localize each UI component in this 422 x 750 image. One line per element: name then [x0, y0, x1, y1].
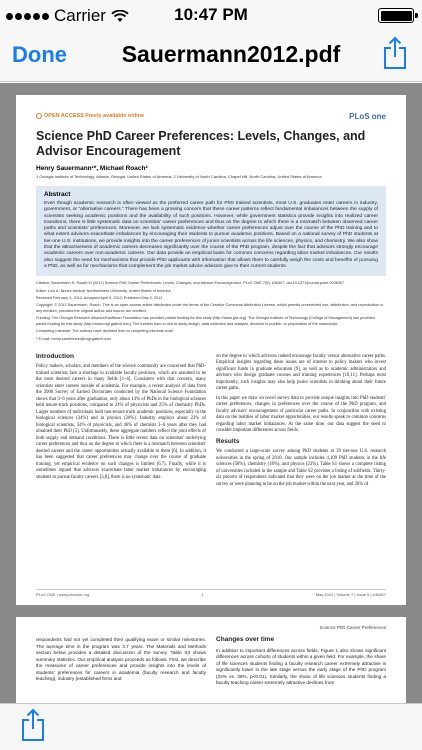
paragraph: on the degree to which advisors indeed encourage faculty versus alternative career paths. Empirical insights regarding these issues are of interest to policy makers who invest significant funds in graduate education [9], as well as to academic administrators and advisors who design graduate courses and training experiences [10,11]. Perhaps most importantly, such insights may also help junior scientists in thinking about their future career paths. — [216, 353, 386, 392]
pdf-page-2 — [16, 617, 406, 703]
citation: Citation: Sauermann H, Roach M (2012) Science PhD Career Preferences: Levels, Changes, and Advisor Encouragement. PLoS ONE 7(5): e36307. doi:10.1371/journal.pone.0036307 — [36, 281, 345, 286]
abstract-box — [36, 186, 386, 276]
open-access-icon — [36, 113, 42, 119]
paper-affiliations: 1 Georgia Institute of Technology, Atlanta, Georgia, United States of America, 2 University of North Carolina, Chapel Hill, North Carolina, United States of America — [36, 174, 322, 179]
email: * E-mail: henry.sauermann@mgt.gatech.edu — [36, 336, 111, 341]
page-footer — [36, 589, 386, 597]
body-columns — [36, 354, 386, 492]
document-title: Sauermann2012.pdf — [121, 41, 341, 67]
results-heading: Results — [216, 437, 240, 445]
paper-authors: Henry Sauermann¹*, Michael Roach² — [36, 165, 148, 172]
paragraph: In this paper we draw on novel survey data to provide unique insights into PhD students' career preferences, changes in preferences over the course of the PhD program, and faculty advisors' encouragement of particular career paths. In conjunction with existing data on the realities of labor market opportunities, our results speak to common concerns regarding labor market imbalances. At the same time, our data suggest the need to consider important differences across fields. — [216, 395, 386, 434]
article-metadata — [36, 281, 386, 342]
copyright: Copyright: © 2012 Sauermann, Roach. This is an open-access article distributed under the terms of the Creative Commons Attribution License, which permits unrestricted use, distribution, and reproduction in any medium, provided the original author and source are credited. — [36, 303, 384, 313]
journal-logo: PLoS one — [349, 111, 386, 121]
changes-heading: Changes over time — [216, 636, 275, 643]
bottom-toolbar — [0, 703, 422, 750]
status-bar — [0, 0, 422, 30]
share-icon[interactable] — [20, 708, 46, 742]
funding: Funding: The Georgia Research Alliance/Kauffman Foundation has provided partial funding for this study (http://www.gra.org). The Georgia Institute of Technology (College of Management) has provided partial funding for this study (http://www.mgt.gatech.edu). The funders had no role in study design, data collection and analysis, decision to publish, or preparation of the manuscript. — [36, 316, 375, 326]
editor: Editor: Luís A. Nunes Amaral, Northwestern University, United States of America — [36, 288, 171, 293]
pdf-page-1 — [16, 95, 406, 605]
paper-title: Science PhD Career Preferences: Levels, Changes, and Advisor Encouragement — [36, 129, 366, 158]
right-column — [216, 354, 386, 492]
battery-fill — [381, 11, 412, 21]
left-column — [36, 637, 206, 690]
paragraph: respondents had not yet completed their qualifying exam or similar milestones. The average time in the program was 3.7 years. The Materials and Methods section below provides a detailed discussion of the survey. Table S3 shows summary statistics. Our empirical analysis proceeds as follows. First, we describe the measures of career preferences and provide insights into the levels of students' preferences for careers in academia (faculty research and faculty teaching), industry (established firms and — [36, 637, 206, 681]
paragraph: We conducted a large-scale survey among PhD students at 39 tier-one U.S. research universities in the spring of 2010. Our sample includes 4,109 PhD students in the life sciences (58%), chemistry (18%), and physics (23%). Table S1 shows a complete listing of universities included in the sample and Table S2 provides a listing of subfields. Thirty-six percent of respondents indicated that they were on the job market at the time of the survey or were planning to be on the job market within the next year, and 26% of — [216, 449, 386, 487]
page-header — [36, 109, 386, 123]
carrier-label: Carrier — [54, 6, 106, 25]
footer-page-number: 1 — [201, 592, 204, 597]
footer-issue: May 2012 | Volume 7 | Issue 5 | e36307 — [315, 592, 386, 597]
footer-journal: PLoS ONE | www.plosone.org — [36, 592, 90, 597]
intro-paragraph: Policy makers, scholars, and members of the science community are concerned that PhD-trained scientists face a shortage in available faculty positions, which are assumed to be the most desired careers in many fields [1–4]. Consistent with that concern, many scientists enter careers outside of academia. For example, a recent analysis of data from the 2006 Survey of Earned Doctorates conducted by the National Science Foundation shows that 3–6 years after graduation, only about 14% of PhDs in the biological sciences held tenure-track positions, compared to 21% of physicists and 25% of chemistry PhDs. Larger numbers of individuals hold non-tenure track academic positions, especially in the biological sciences (34%) and in physics (20%). Industry employs about 23% of biological scientists, 34% of physicists, and 46% of chemists 3–6 years after they had obtained their PhD [5]. Unfortunately, these aggregate numbers reflect the joint effects of both supply and demand conditions. There is little recent data on scientists' underlying career preferences and thus on the degree to which there is a mismatch between scientists' desired careers and the career opportunities actually available to them [6]. In addition, it has been suggested that career preferences may change over the course of graduate training, yet empirical evidence on such changes is limited [6,7]. Finally, while it is sometimes argued that advisors exacerbate labor market imbalances by encouraging students to pursue faculty careers [3,8], there is no systematic data — [36, 364, 206, 480]
introduction-heading: Introduction — [36, 352, 74, 360]
running-head: Science PhD Career Preferences — [319, 625, 386, 630]
paragraph: In addition to important differences across fields, Figure 1 also shows significant differences across cohorts of students within a given field. For example, the share of life sciences students finding a faculty research career extremely attractive is significantly lower in the late stage versus the early stage of the PhD program (33% vs. 39%, p<0.01). Similarly, the share of life sciences students finding a faculty teaching career extremely attractive declines from — [216, 647, 386, 685]
pdf-viewer[interactable] — [0, 83, 422, 703]
done-button[interactable]: Done — [12, 42, 67, 67]
status-time: 10:47 PM — [174, 5, 248, 24]
battery-icon — [378, 8, 414, 23]
abstract-heading: Abstract — [44, 191, 71, 198]
abstract-text: Even though academic research is often viewed as the preferred career path for PhD trained scientists, most U.S. graduates enter careers in industry, government, or “alternative careers.” There has been a growing concern that these career patterns reflect fundamental imbalances between the supply of scientists seeking academic positions and the availability of such positions. However, while government statistics provide insights into realized career transitions, there is little systematic data on scientists' career preferences and thus on the degree to which there is a mismatch between observed career paths and scientists' preferences. Moreover, we lack systematic evidence whether career preferences adjust over the course of the PhD training and to what extent advisors exacerbate imbalances by encouraging their students to pursue academic positions. Based on a national survey of PhD students at tier-one U.S. institutions, we provide insights into the career preferences of junior scientists across the life sciences, physics, and chemistry. We also show that the attractiveness of academic careers decreases significantly over the course of the PhD program, despite the fact that advisors strongly encourage academic careers over non-academic careers. Our data provide an empirical basis for common concerns regarding labor market imbalances. Our results also suggest the need for mechanisms that provide PhD applicants with information that allows them to carefully weigh the costs and benefits of pursuing a PhD, as well as for mechanisms that complement the job market advice advisors give to their current students. — [44, 201, 378, 269]
competing-interests: Competing Interests: The authors have declared that no competing interests exist. — [36, 329, 174, 334]
open-access-badge: OPEN ACCESS Freely available online — [36, 113, 144, 119]
right-column — [216, 637, 386, 690]
navigation-bar — [0, 30, 422, 82]
share-icon[interactable] — [382, 36, 408, 70]
body-columns — [36, 637, 386, 690]
left-column — [36, 354, 206, 492]
dates: Received February 1, 2012; Accepted April 5, 2012; Published May 2, 2012 — [36, 296, 163, 301]
